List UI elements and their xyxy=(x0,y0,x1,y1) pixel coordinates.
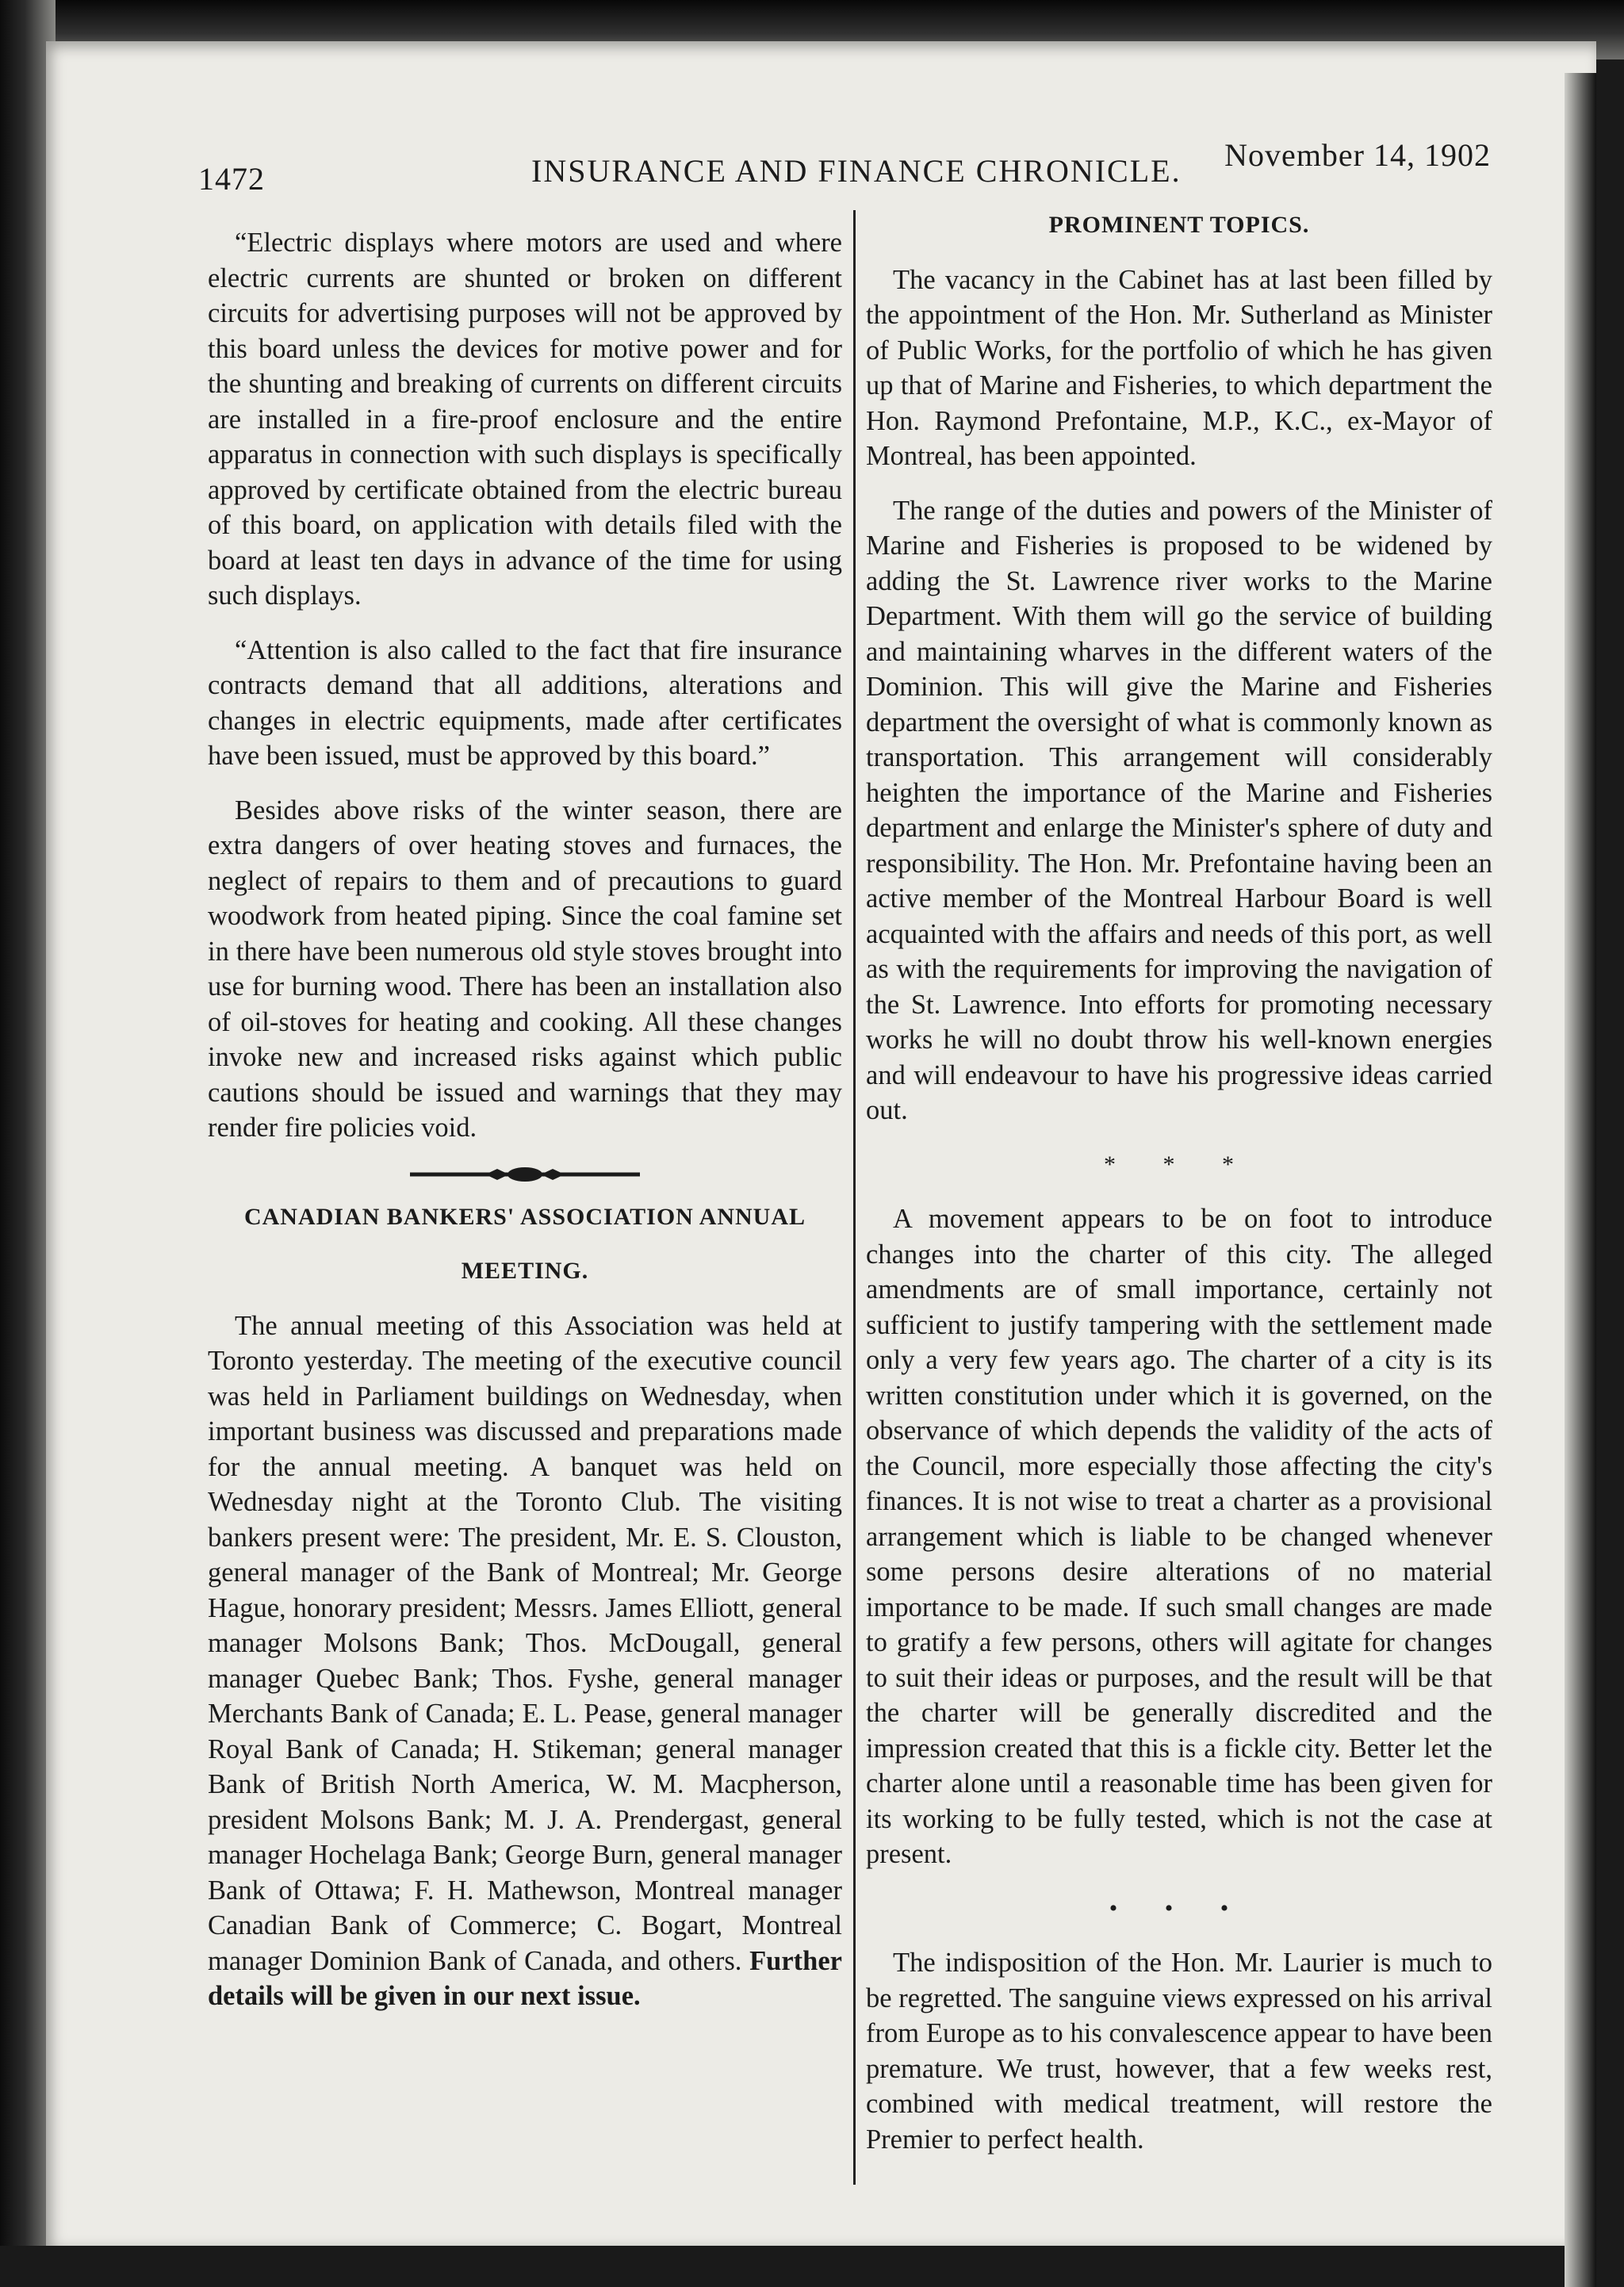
paragraph-attention: “Attention is also called to the fact that fire insurance contracts demand that all additions, alterations and changes in electric equipments, made after certificates have been issued, must be approved by this board.” xyxy=(208,634,842,771)
left-column xyxy=(208,225,842,2033)
paragraph-laurier: The indisposition of the Hon. Mr. Laurier is much to be regretted. The sanguine views expressed on his arrival from Europe as to his convalescence appear to have been premature. We trust, however, that a few weeks rest, combined with medical treatment, will restore the Premier to perfect health. xyxy=(866,1948,1492,2155)
section-heading-meeting: MEETING. xyxy=(461,1258,589,1284)
right-column xyxy=(866,208,1492,2176)
further-details-text: Further details will be given in our next issue. xyxy=(208,1945,842,2011)
annual-meeting-text: The annual meeting of this Association was held at Toronto yesterday. The meeting of the executive council was held in Parliament buildings on Wednesday, when important business was discussed and preparations made for the annual meeting. A banquet was held on Wednesday night at the Toronto Club. The visiting bankers present were: The president, Mr. E. S. Clouston, general manager of the Bank of Montreal; Mr. George Hague, honorary president; Messrs. James Elliott, general manager Molsons Bank; Thos. McDougall, general manager Quebec Bank; Thos. Fyshe, general manager Merchants Bank of Canada; E. L. Pease, general manager Royal Bank of Canada; H. Stikeman; general manager Bank of British North America, W. M. Macpherson, president Molsons Bank; M. J. A. Prendergast, general manager Hochelaga Bank; George Burn, general manager Bank of Ottawa; F. H. Mathewson, Montreal manager Canadian Bank of Commerce; C. Bogart, Montreal manager Dominion Bank of Canada, and others. xyxy=(208,1310,842,1976)
page-header xyxy=(198,136,1491,197)
paragraph-electric-displays: “Electric displays where motors are used and where electric currents are shunted or broken on different circuits for advertising purposes will not be approved by this board unless the devices for motive power and for the shunting and breaking of currents on different circuits are installed in a fire-proof enclosure and the entire apparatus in connection with such displays is specifically approved by certificate obtained from the electric bureau of this board, on application with details filed with the board at least ten days in advance of the time for using such displays. xyxy=(208,228,842,611)
page-number: 1472 xyxy=(198,161,265,197)
column-divider xyxy=(853,210,856,2185)
paragraph-marine-fisheries: The range of the duties and powers of the Minister of Marine and Fisheries is proposed to be widened by adding the St. Lawrence river works to the Marine Department. With them will go the service of building and maintaining wharves in the different waters of the Dominion. This will give the Marine and Fisheries department the oversight of what is commonly known as transportation. This arrangement will considerably heighten the importance of the Marine and Fisheries department and enlarge the Minister's sphere of duty and responsibility. The Hon. Mr. Prefontaine having been an active member of the Montreal Harbour Board is well acquainted with the affairs and needs of this port, as well as with the requirements for improving the navigation of the St. Lawrence. Into efforts for promoting necessary works he will no doubt throw his well-known energies and will endeavour to have his progressive ideas carried out. xyxy=(866,495,1492,1125)
separator-dots: • • • xyxy=(1109,1894,1250,1921)
section-heading-bankers: CANADIAN BANKERS' ASSOCIATION ANNUAL xyxy=(243,1203,806,1230)
page-right-shadow xyxy=(1565,73,1596,2287)
ornament-divider xyxy=(410,1165,640,1184)
section-heading-prominent-topics: PROMINENT TOPICS. xyxy=(1048,212,1310,238)
paragraph-city-charter: A movement appears to be on foot to introduce changes into the charter of this city. The alleged amendments are of small importance, certainly not sufficient to justify tampering with the settlement made only a very few years ago. The charter of a city is its written constitution under which it is governed, on the observance of which depends the validity of the acts of the Council, more especially those affecting the city's finances. It is not wise to treat a charter as a provisional arrangement which is liable to be changed whenever some persons desire alterations of no material importance to be made. If such small changes are made to gratify a few persons, others will agitate for changes to suit their ideas or purposes, and the result will be that the charter will be generally discredited and the impression created that this is a fickle city. Better let the charter alone until a reasonable time has been given for its working to be fully tested, which is not the case at present. xyxy=(866,1204,1492,1869)
paragraph-annual-meeting xyxy=(208,1308,842,2014)
separator-asterisks: * * * xyxy=(1104,1151,1254,1178)
issue-date: November 14, 1902 xyxy=(1224,137,1491,173)
paragraph-cabinet-vacancy: The vacancy in the Cabinet has at last been filled by the appointment of the Hon. Mr. Sutherland as Minister of Public Works, for the portfolio of which he has given up that of Marine and Fisheries, to which department the Hon. Raymond Prefontaine, M.P., K.C., ex-Mayor of Montreal, has been appointed. xyxy=(866,264,1492,471)
publication-title: INSURANCE AND FINANCE CHRONICLE. xyxy=(531,153,1182,189)
paragraph-winter-risks: Besides above risks of the winter season, there are extra dangers of over heating stoves and furnaces, the neglect of repairs to them and of precautions to guard woodwork from heated piping. Since the coal famine set in there have been numerous old style stoves brought into use for burning wood. There has been an installation also of oil-stoves for heating and cooking. All these changes invoke new and increased risks against which public cautions should be issued and warnings that they may render fire policies void. xyxy=(208,795,842,1143)
